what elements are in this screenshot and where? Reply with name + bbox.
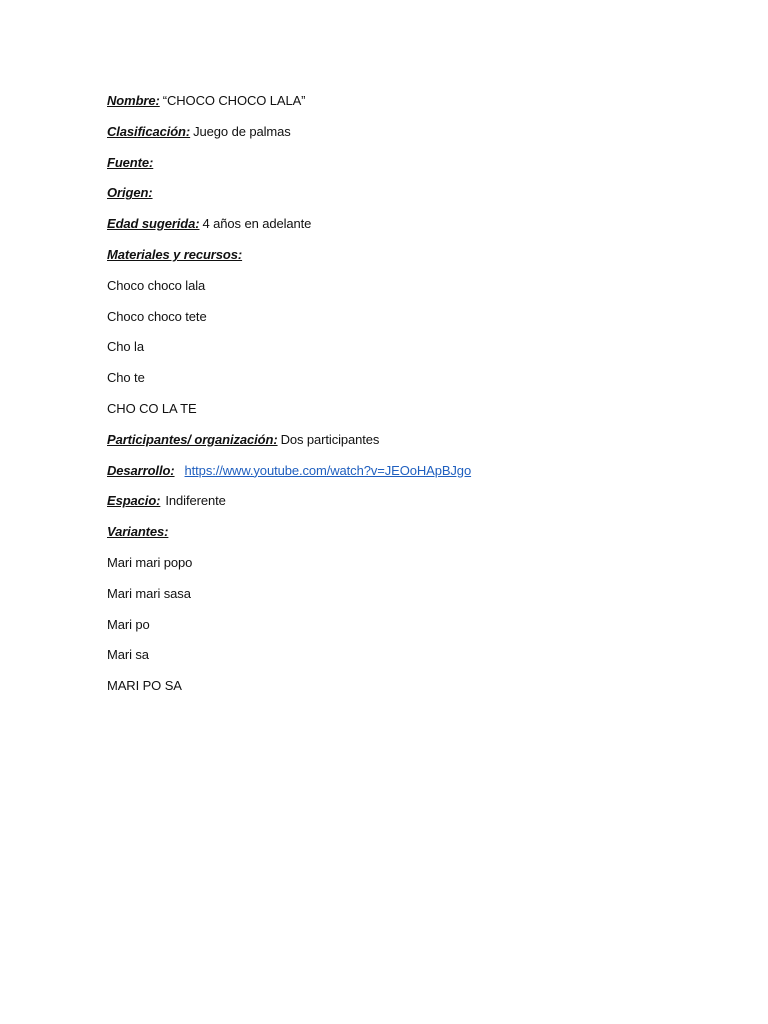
nombre-label: Nombre: — [107, 93, 160, 108]
variantes-label: Variantes: — [107, 524, 169, 540]
materiales-line: Cho la — [107, 339, 144, 355]
field-desarrollo — [107, 461, 707, 492]
materiales-line: Choco choco tete — [107, 308, 207, 324]
field-espacio — [107, 491, 707, 522]
espacio-value: Indiferente — [165, 493, 226, 509]
espacio-label: Espacio: — [107, 493, 161, 509]
field-clasificacion — [107, 122, 707, 153]
youtube-link[interactable]: https://www.youtube.com/watch?v=JEOoHApBJgo — [184, 462, 472, 478]
edad-value: 4 años en adelante — [202, 216, 312, 232]
clasificacion-value: Juego de palmas — [193, 123, 291, 139]
materiales-line: CHO CO LA TE — [107, 400, 197, 416]
variantes-line: Mari mari popo — [107, 554, 193, 570]
clasificacion-label: Clasificación: — [107, 123, 191, 139]
variantes-line: Mari sa — [107, 647, 149, 663]
nombre-value: “CHOCO CHOCO LALA” — [162, 93, 306, 108]
fuente-label: Fuente: — [107, 154, 154, 170]
desarrollo-label: Desarrollo: — [107, 462, 175, 478]
field-edad — [107, 214, 707, 245]
field-fuente — [107, 153, 707, 184]
origen-label: Origen: — [107, 185, 153, 201]
field-variantes — [107, 522, 707, 553]
field-participantes — [107, 430, 707, 461]
variantes-line: MARI PO SA — [107, 678, 182, 694]
participantes-label: Participantes/ organización: — [107, 431, 278, 447]
materiales-line: Cho te — [107, 370, 145, 386]
materiales-label: Materiales y recursos: — [107, 246, 243, 262]
field-origen — [107, 183, 707, 214]
field-materiales — [107, 245, 707, 276]
game-card — [107, 91, 707, 707]
field-nombre — [107, 91, 707, 122]
variantes-line: Mari po — [107, 616, 150, 632]
variantes-line: Mari mari sasa — [107, 585, 191, 601]
edad-label: Edad sugerida: — [107, 216, 200, 232]
materiales-line: Choco choco lala — [107, 277, 206, 293]
participantes-value: Dos participantes — [280, 431, 380, 447]
